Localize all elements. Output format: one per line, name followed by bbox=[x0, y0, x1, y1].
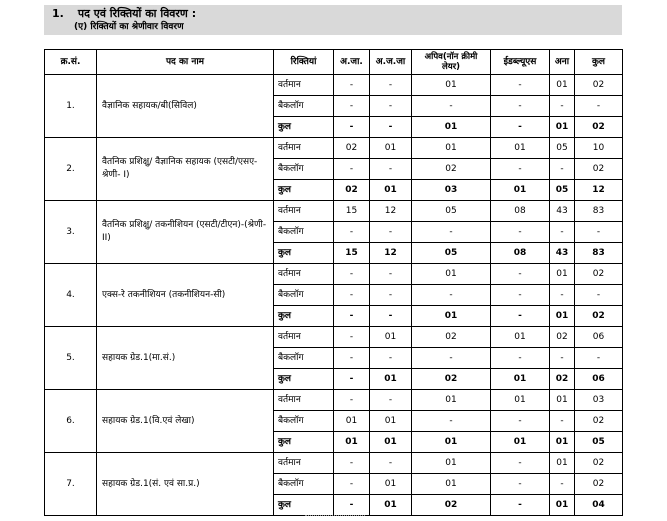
value-cell: 01 bbox=[550, 117, 575, 138]
value-cell: 43 bbox=[550, 243, 575, 264]
value-cell: 06 bbox=[575, 327, 623, 348]
post-name-cell: सहायक ग्रेड.1(सं. एवं सा.प्र.) bbox=[97, 453, 274, 516]
value-cell: 12 bbox=[575, 180, 623, 201]
value-cell: 01 bbox=[412, 306, 491, 327]
value-cell: - bbox=[575, 285, 623, 306]
section-header bbox=[44, 5, 622, 35]
value-cell: - bbox=[491, 348, 550, 369]
value-cell: 01 bbox=[491, 369, 550, 390]
value-cell: 15 bbox=[334, 201, 370, 222]
row-type-backlog: बैकलॉग bbox=[274, 285, 334, 306]
value-cell: - bbox=[334, 285, 370, 306]
page-footer-mark bbox=[305, 515, 365, 518]
value-cell: 08 bbox=[491, 243, 550, 264]
value-cell: 15 bbox=[334, 243, 370, 264]
row-type-current: वर्तमान bbox=[274, 453, 334, 474]
serial-number-cell: 3. bbox=[45, 201, 97, 264]
section-subtitle: (ए) रिक्तियों का श्रेणीवार विवरण bbox=[74, 22, 184, 32]
row-type-current: वर्तमान bbox=[274, 327, 334, 348]
header-vacancy: रिक्तियां bbox=[274, 50, 334, 75]
value-cell: 02 bbox=[334, 180, 370, 201]
value-cell: 01 bbox=[491, 390, 550, 411]
post-name-cell: वैज्ञानिक सहायक/बी(सिविल) bbox=[97, 75, 274, 138]
section-title-line bbox=[52, 7, 614, 21]
row-type-total: कुल bbox=[274, 117, 334, 138]
header-obc: अपिव(नॉन क्रीमी लेयर) bbox=[412, 50, 491, 75]
value-cell: - bbox=[491, 264, 550, 285]
table-row bbox=[45, 75, 623, 96]
value-cell: 01 bbox=[334, 411, 370, 432]
value-cell: - bbox=[412, 222, 491, 243]
value-cell: - bbox=[334, 306, 370, 327]
value-cell: - bbox=[550, 348, 575, 369]
post-name-cell: सहायक ग्रेड.1(मा.सं.) bbox=[97, 327, 274, 390]
value-cell: 01 bbox=[412, 117, 491, 138]
value-cell: 02 bbox=[412, 495, 491, 516]
value-cell: - bbox=[370, 117, 412, 138]
value-cell: 01 bbox=[550, 390, 575, 411]
header-sn: क्र.सं. bbox=[45, 50, 97, 75]
table-body bbox=[45, 75, 623, 516]
value-cell: - bbox=[370, 75, 412, 96]
value-cell: - bbox=[575, 96, 623, 117]
value-cell: - bbox=[334, 117, 370, 138]
value-cell: - bbox=[491, 96, 550, 117]
value-cell: - bbox=[491, 117, 550, 138]
value-cell: 03 bbox=[575, 390, 623, 411]
table-row bbox=[45, 390, 623, 411]
value-cell: - bbox=[491, 474, 550, 495]
value-cell: - bbox=[370, 264, 412, 285]
value-cell: 01 bbox=[491, 138, 550, 159]
value-cell: 12 bbox=[370, 201, 412, 222]
value-cell: - bbox=[334, 327, 370, 348]
value-cell: - bbox=[575, 348, 623, 369]
header-ur: अना bbox=[550, 50, 575, 75]
value-cell: - bbox=[370, 222, 412, 243]
value-cell: - bbox=[334, 369, 370, 390]
header-sc: अ.जा. bbox=[334, 50, 370, 75]
value-cell: 01 bbox=[412, 138, 491, 159]
value-cell: - bbox=[550, 285, 575, 306]
post-name-cell: सहायक ग्रेड.1(वि.एवं लेखा) bbox=[97, 390, 274, 453]
value-cell: 05 bbox=[550, 180, 575, 201]
row-type-current: वर्तमान bbox=[274, 138, 334, 159]
value-cell: 01 bbox=[370, 369, 412, 390]
value-cell: - bbox=[370, 285, 412, 306]
value-cell: - bbox=[491, 75, 550, 96]
value-cell: 05 bbox=[575, 432, 623, 453]
value-cell: - bbox=[550, 222, 575, 243]
value-cell: 08 bbox=[491, 201, 550, 222]
header-post: पद का नाम bbox=[97, 50, 274, 75]
value-cell: 02 bbox=[550, 369, 575, 390]
table-row bbox=[45, 201, 623, 222]
value-cell: 01 bbox=[412, 75, 491, 96]
value-cell: 01 bbox=[370, 495, 412, 516]
value-cell: 02 bbox=[412, 159, 491, 180]
serial-number-cell: 4. bbox=[45, 264, 97, 327]
value-cell: - bbox=[370, 348, 412, 369]
value-cell: 01 bbox=[412, 474, 491, 495]
post-name-cell: वैतनिक प्रशिक्षु/ तकनीशियन (एसटी/टीएन)-(श्रेणी-II) bbox=[97, 201, 274, 264]
row-type-total: कुल bbox=[274, 180, 334, 201]
value-cell: 01 bbox=[370, 411, 412, 432]
serial-number-cell: 5. bbox=[45, 327, 97, 390]
value-cell: - bbox=[334, 222, 370, 243]
row-type-total: कुल bbox=[274, 432, 334, 453]
value-cell: 01 bbox=[491, 327, 550, 348]
value-cell: - bbox=[334, 495, 370, 516]
value-cell: - bbox=[491, 159, 550, 180]
value-cell: 01 bbox=[550, 495, 575, 516]
row-type-total: कुल bbox=[274, 495, 334, 516]
row-type-backlog: बैकलॉग bbox=[274, 474, 334, 495]
table-row bbox=[45, 138, 623, 159]
row-type-current: वर्तमान bbox=[274, 390, 334, 411]
row-type-total: कुल bbox=[274, 369, 334, 390]
value-cell: 02 bbox=[575, 75, 623, 96]
value-cell: 02 bbox=[575, 117, 623, 138]
value-cell: 01 bbox=[550, 453, 575, 474]
value-cell: - bbox=[412, 96, 491, 117]
value-cell: 05 bbox=[412, 201, 491, 222]
serial-number-cell: 7. bbox=[45, 453, 97, 516]
post-name-cell: वैतनिक प्रशिक्षु/ वैज्ञानिक सहायक (एसटी/एसए-श्रेणी- I) bbox=[97, 138, 274, 201]
value-cell: - bbox=[550, 96, 575, 117]
value-cell: - bbox=[550, 411, 575, 432]
value-cell: 02 bbox=[575, 159, 623, 180]
value-cell: 01 bbox=[370, 138, 412, 159]
value-cell: - bbox=[491, 453, 550, 474]
value-cell: - bbox=[491, 222, 550, 243]
table-row bbox=[45, 453, 623, 474]
header-st: अ.ज.जा bbox=[370, 50, 412, 75]
value-cell: 02 bbox=[575, 453, 623, 474]
row-type-backlog: बैकलॉग bbox=[274, 159, 334, 180]
vacancy-table bbox=[44, 49, 623, 516]
value-cell: 01 bbox=[370, 432, 412, 453]
value-cell: 01 bbox=[550, 75, 575, 96]
value-cell: 03 bbox=[412, 180, 491, 201]
value-cell: - bbox=[334, 348, 370, 369]
header-total: कुल bbox=[575, 50, 623, 75]
value-cell: 10 bbox=[575, 138, 623, 159]
value-cell: 02 bbox=[575, 306, 623, 327]
value-cell: 02 bbox=[412, 327, 491, 348]
value-cell: - bbox=[334, 96, 370, 117]
value-cell: 01 bbox=[334, 432, 370, 453]
value-cell: - bbox=[334, 75, 370, 96]
value-cell: 02 bbox=[575, 474, 623, 495]
row-type-current: वर्तमान bbox=[274, 264, 334, 285]
value-cell: - bbox=[334, 453, 370, 474]
value-cell: - bbox=[491, 285, 550, 306]
row-type-backlog: बैकलॉग bbox=[274, 348, 334, 369]
value-cell: 02 bbox=[575, 264, 623, 285]
value-cell: 83 bbox=[575, 201, 623, 222]
value-cell: - bbox=[370, 159, 412, 180]
value-cell: - bbox=[412, 411, 491, 432]
value-cell: - bbox=[370, 96, 412, 117]
value-cell: 01 bbox=[550, 264, 575, 285]
value-cell: 04 bbox=[575, 495, 623, 516]
value-cell: 01 bbox=[550, 432, 575, 453]
value-cell: - bbox=[412, 285, 491, 306]
value-cell: 43 bbox=[550, 201, 575, 222]
table-row bbox=[45, 327, 623, 348]
value-cell: - bbox=[334, 474, 370, 495]
post-name-cell: एक्स-रे तकनीशियन (तकनीशियन-सी) bbox=[97, 264, 274, 327]
value-cell: - bbox=[550, 159, 575, 180]
row-type-total: कुल bbox=[274, 306, 334, 327]
header-ews: ईडब्ल्यूएस bbox=[491, 50, 550, 75]
table-row bbox=[45, 264, 623, 285]
table-header-row bbox=[45, 50, 623, 75]
value-cell: 02 bbox=[412, 369, 491, 390]
row-type-backlog: बैकलॉग bbox=[274, 411, 334, 432]
row-type-total: कुल bbox=[274, 243, 334, 264]
value-cell: - bbox=[334, 390, 370, 411]
value-cell: 01 bbox=[412, 264, 491, 285]
row-type-backlog: बैकलॉग bbox=[274, 96, 334, 117]
value-cell: - bbox=[575, 222, 623, 243]
value-cell: 01 bbox=[370, 474, 412, 495]
value-cell: - bbox=[491, 411, 550, 432]
value-cell: - bbox=[334, 264, 370, 285]
value-cell: 01 bbox=[412, 390, 491, 411]
value-cell: 02 bbox=[334, 138, 370, 159]
value-cell: - bbox=[491, 306, 550, 327]
value-cell: - bbox=[370, 453, 412, 474]
value-cell: - bbox=[412, 348, 491, 369]
value-cell: 05 bbox=[412, 243, 491, 264]
value-cell: 01 bbox=[550, 306, 575, 327]
value-cell: - bbox=[334, 159, 370, 180]
value-cell: 05 bbox=[550, 138, 575, 159]
value-cell: 01 bbox=[370, 180, 412, 201]
serial-number-cell: 2. bbox=[45, 138, 97, 201]
value-cell: - bbox=[370, 390, 412, 411]
value-cell: 12 bbox=[370, 243, 412, 264]
serial-number-cell: 1. bbox=[45, 75, 97, 138]
value-cell: 02 bbox=[575, 411, 623, 432]
value-cell: 02 bbox=[550, 327, 575, 348]
value-cell: 01 bbox=[412, 453, 491, 474]
section-title: पद एवं रिक्तियों का विवरण : bbox=[77, 7, 197, 20]
value-cell: 01 bbox=[370, 327, 412, 348]
row-type-current: वर्तमान bbox=[274, 75, 334, 96]
value-cell: 83 bbox=[575, 243, 623, 264]
row-type-backlog: बैकलॉग bbox=[274, 222, 334, 243]
value-cell: - bbox=[370, 306, 412, 327]
section-number: 1. bbox=[52, 7, 64, 20]
value-cell: 01 bbox=[491, 432, 550, 453]
value-cell: 06 bbox=[575, 369, 623, 390]
value-cell: 01 bbox=[491, 180, 550, 201]
value-cell: 01 bbox=[412, 432, 491, 453]
value-cell: - bbox=[550, 474, 575, 495]
row-type-current: वर्तमान bbox=[274, 201, 334, 222]
value-cell: - bbox=[491, 495, 550, 516]
serial-number-cell: 6. bbox=[45, 390, 97, 453]
